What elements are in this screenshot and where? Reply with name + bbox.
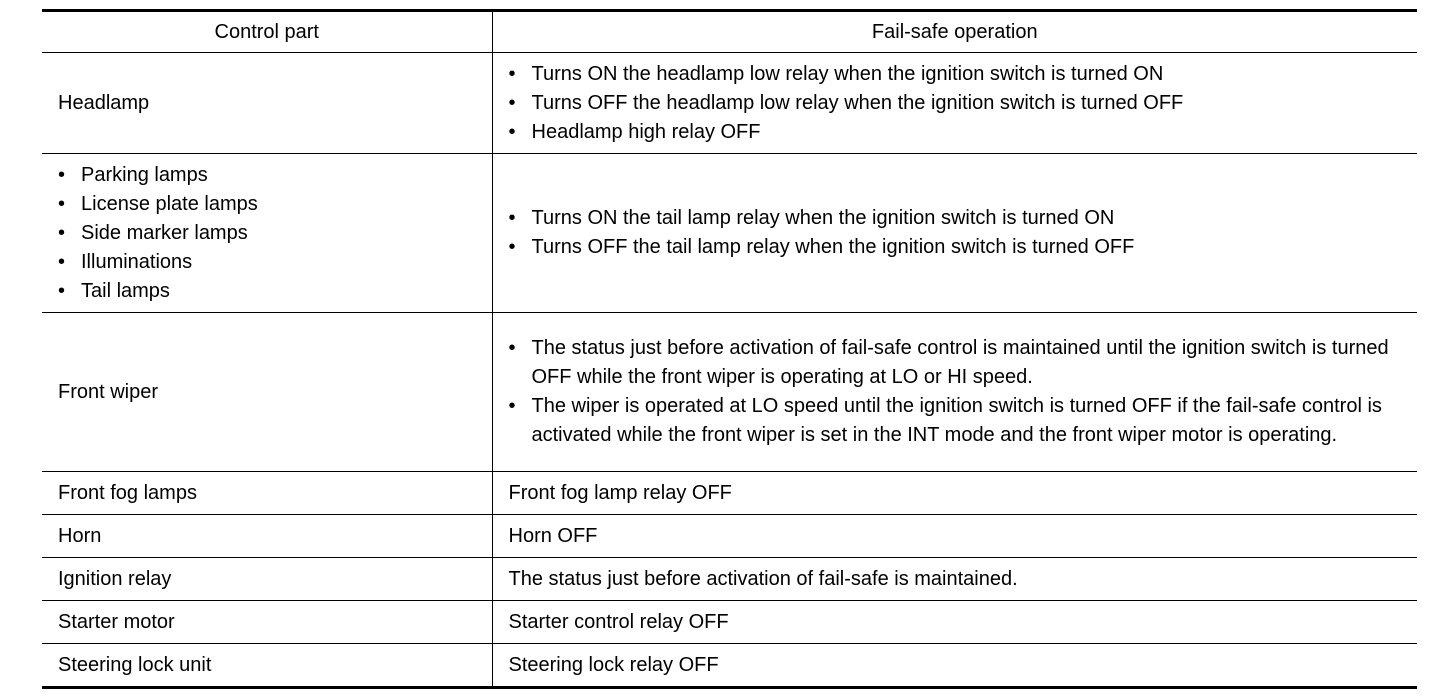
control-cell: Starter motor [42,601,492,644]
operation-list [509,204,1408,262]
table-row [42,313,1417,472]
list-item: • Headlamp high relay OFF [509,118,1408,147]
operation-list [509,334,1408,450]
list-item: • Turns OFF the headlamp low relay when the ignition switch is turned OFF [509,89,1408,118]
list-item: • Illuminations [58,248,482,277]
table-row [42,515,1417,558]
header-control-part: Control part [42,11,492,53]
list-item: • Turns ON the tail lamp relay when the ignition switch is turned ON [509,204,1408,233]
header-row [42,11,1417,53]
operation-cell: Starter control relay OFF [492,601,1417,644]
table-row [42,558,1417,601]
control-cell: Headlamp [42,53,492,154]
fail-safe-table [42,9,1417,689]
list-item: • The wiper is operated at LO speed until the ignition switch is turned OFF if the fail-safe control is activated while the front wiper is set in the INT mode and the front wiper motor is operating. [509,392,1408,450]
control-cell: Front wiper [42,313,492,472]
operation-cell [492,53,1417,154]
control-cell: Front fog lamps [42,472,492,515]
operation-cell: Front fog lamp relay OFF [492,472,1417,515]
table-row [42,154,1417,313]
operation-cell [492,154,1417,313]
table-row [42,601,1417,644]
operation-cell: Steering lock relay OFF [492,644,1417,688]
table-row [42,53,1417,154]
list-item: • Tail lamps [58,277,482,306]
control-cell: Steering lock unit [42,644,492,688]
control-cell: Horn [42,515,492,558]
operation-list [509,60,1408,147]
operation-cell [492,313,1417,472]
list-item: • Turns ON the headlamp low relay when the ignition switch is turned ON [509,60,1408,89]
control-cell: Ignition relay [42,558,492,601]
list-item: • The status just before activation of fail-safe control is maintained until the ignition switch is turned OFF while the front wiper is operating at LO or HI speed. [509,334,1408,392]
table-row [42,472,1417,515]
operation-cell: The status just before activation of fail-safe is maintained. [492,558,1417,601]
header-fail-safe-operation: Fail-safe operation [492,11,1417,53]
list-item: • Parking lamps [58,161,482,190]
list-item: • Turns OFF the tail lamp relay when the ignition switch is turned OFF [509,233,1408,262]
operation-cell: Horn OFF [492,515,1417,558]
list-item: • License plate lamps [58,190,482,219]
list-item: • Side marker lamps [58,219,482,248]
control-list [58,161,482,306]
control-cell [42,154,492,313]
table-row [42,644,1417,688]
